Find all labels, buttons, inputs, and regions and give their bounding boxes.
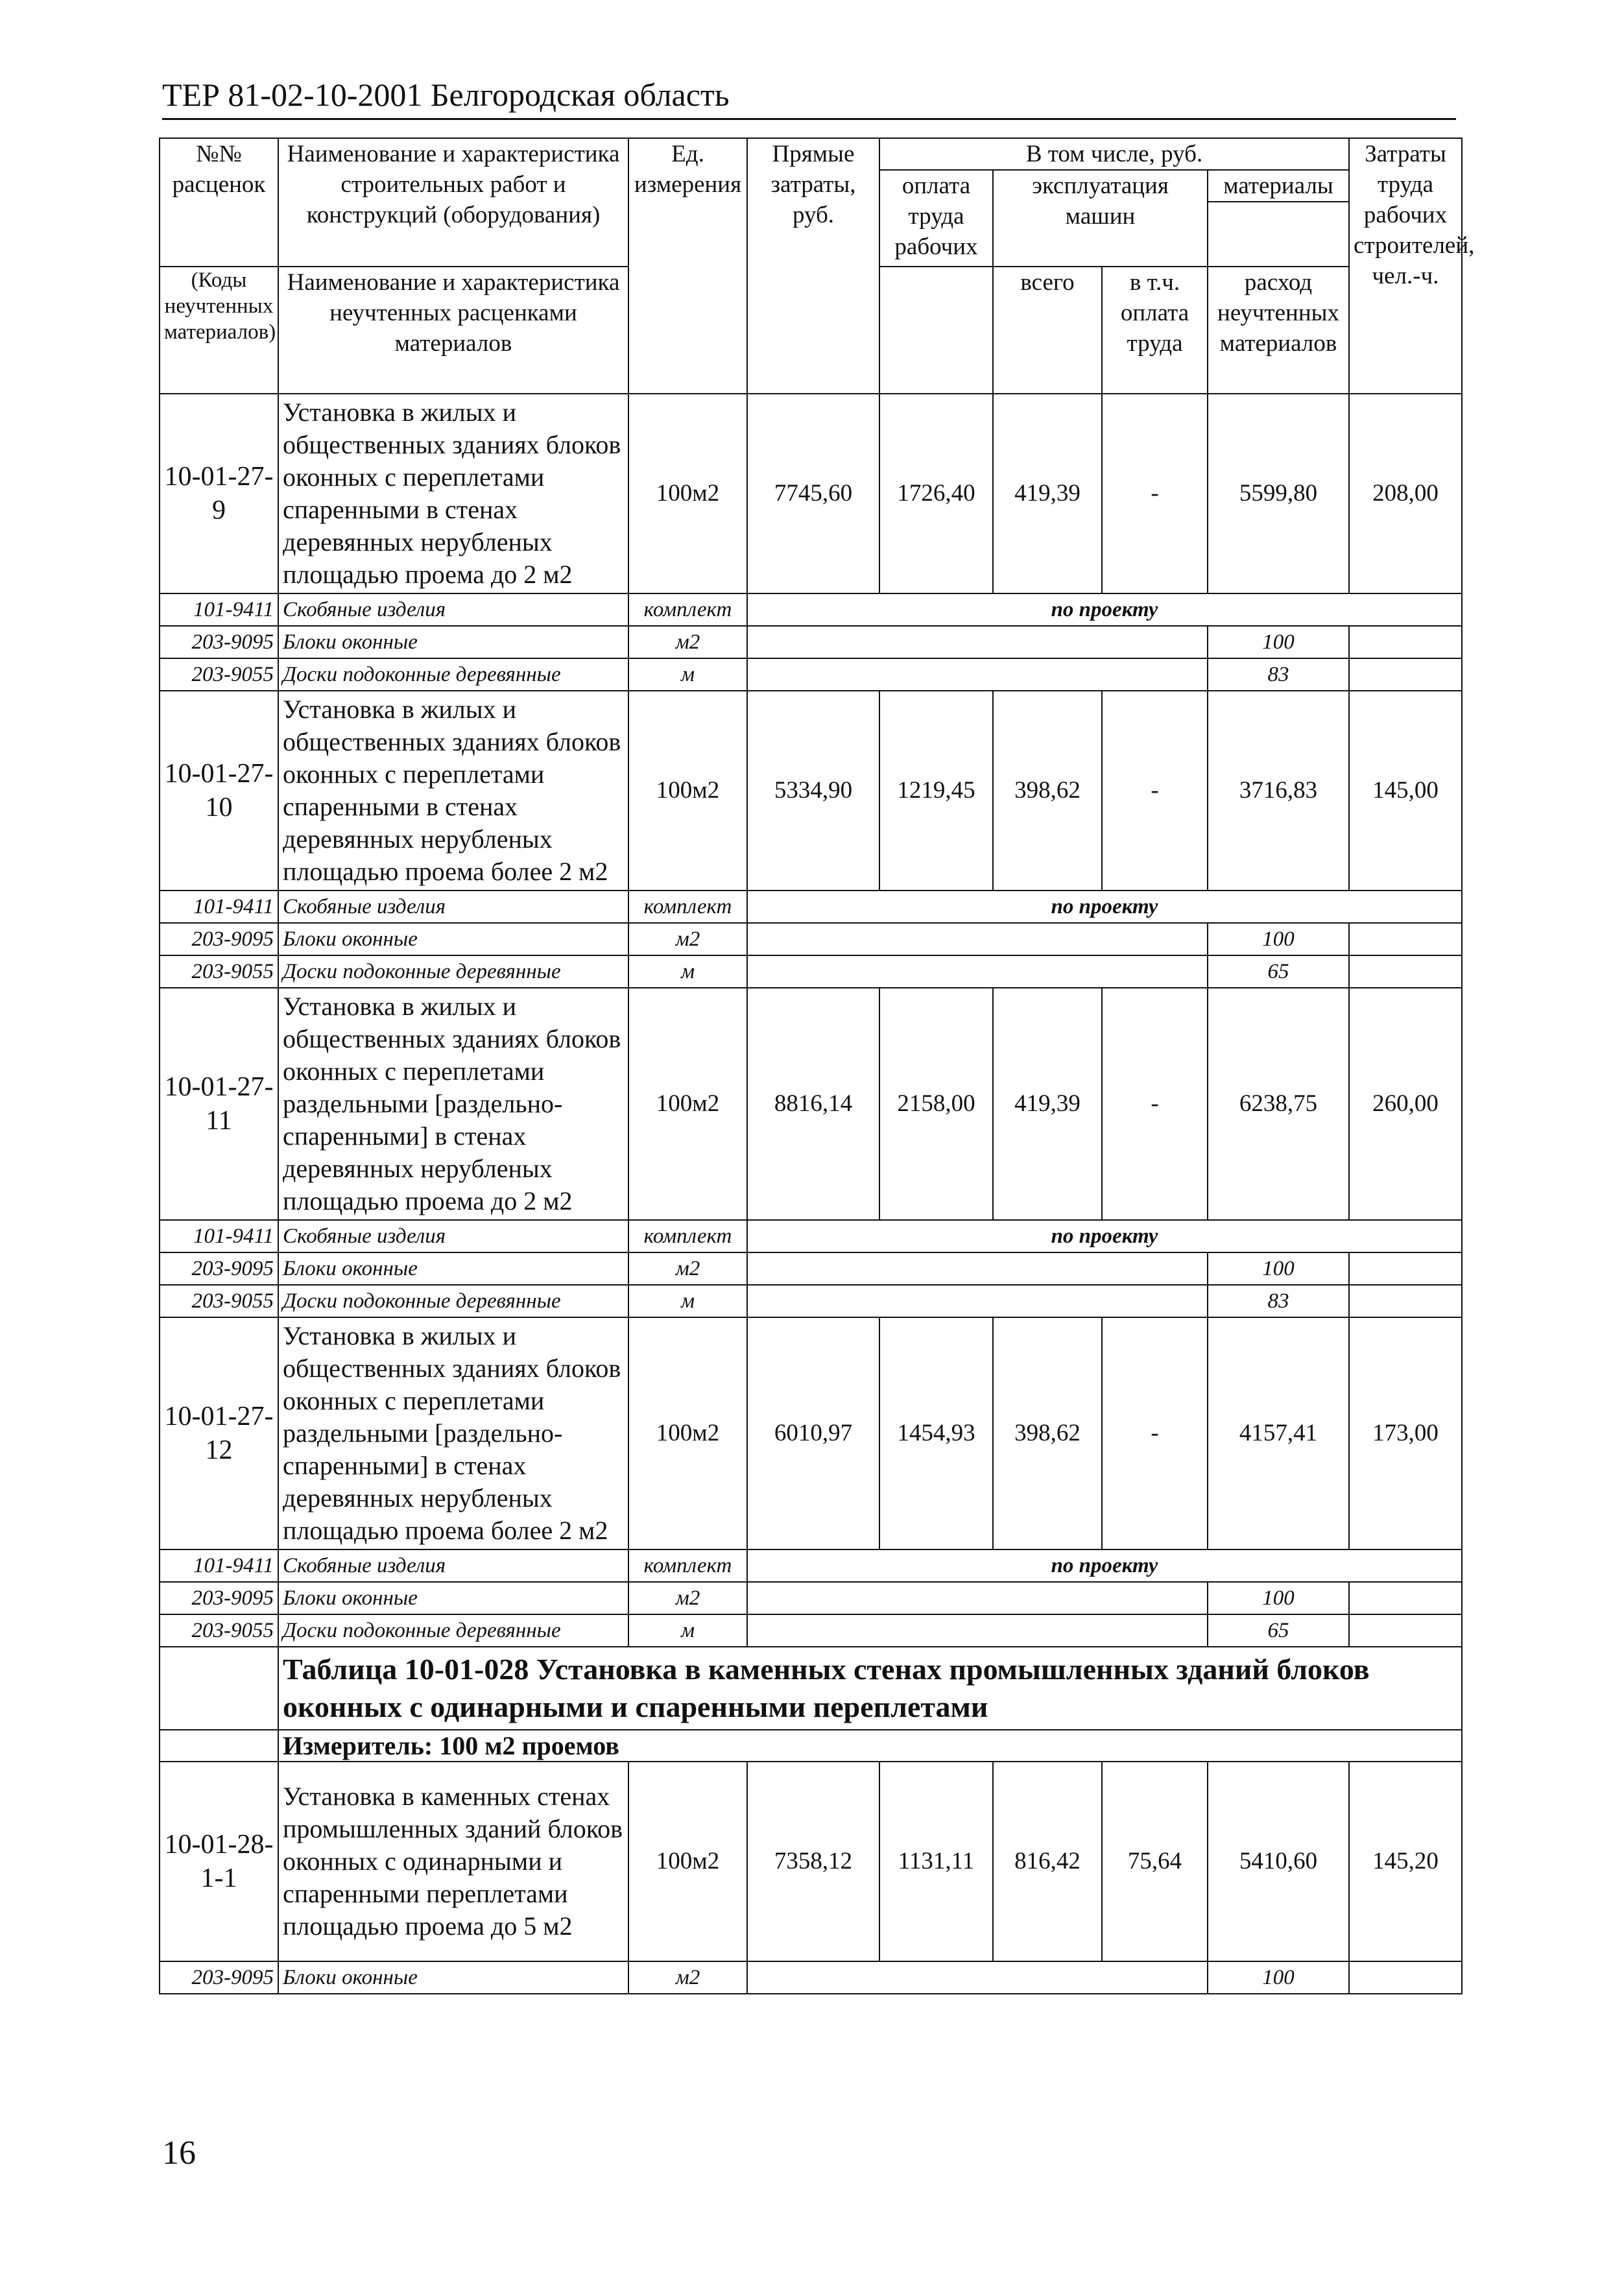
- material-unit: м: [628, 955, 747, 988]
- material-row: [160, 1549, 1462, 1582]
- rate-direct-cost: 6010,97: [747, 1317, 879, 1549]
- rate-unit: 100м2: [628, 1762, 747, 1961]
- rate-direct-cost: 7358,12: [747, 1762, 879, 1961]
- material-empty-cell: [1349, 658, 1462, 691]
- material-code: 203-9095: [160, 923, 278, 955]
- rate-labor-hours: 260,00: [1349, 988, 1462, 1220]
- material-empty-cell: [1349, 1961, 1462, 1994]
- material-name: Блоки оконные: [278, 626, 628, 658]
- rate-description: Установка в каменных стенах промышленных зданий блоков оконных с одинарными и спаренными переплетами площадью проема до 5 м2: [278, 1762, 628, 1961]
- material-consumption: 100: [1208, 1582, 1349, 1614]
- rate-code: 10-01-27-9: [160, 394, 278, 593]
- head-machines: эксплуатация машин: [993, 170, 1208, 267]
- rate-labor-hours: 208,00: [1349, 394, 1462, 593]
- material-empty-cell: [747, 1961, 1208, 1994]
- rate-labor-hours: 145,20: [1349, 1762, 1462, 1961]
- material-code: 203-9055: [160, 658, 278, 691]
- rate-labor-hours: 145,00: [1349, 691, 1462, 891]
- section-title-row: [160, 1647, 1462, 1730]
- material-empty-cell: [1349, 923, 1462, 955]
- material-row: [160, 1614, 1462, 1647]
- material-code: 101-9411: [160, 1220, 278, 1252]
- material-name: Блоки оконные: [278, 923, 628, 955]
- material-consumption: 65: [1208, 955, 1349, 988]
- material-row: [160, 626, 1462, 658]
- rates-table-body: [160, 138, 1475, 1994]
- material-unit: м2: [628, 1961, 747, 1994]
- page-number: 16: [162, 2135, 196, 2171]
- rate-row: [160, 394, 1462, 593]
- material-name: Доски подоконные деревянные: [278, 1614, 628, 1647]
- material-row: [160, 658, 1462, 691]
- material-row: [160, 891, 1462, 923]
- material-consumption: по проекту: [747, 1549, 1462, 1582]
- rate-materials: 5410,60: [1208, 1762, 1349, 1961]
- page-header: [162, 70, 1456, 122]
- material-name: Скобяные изделия: [278, 1220, 628, 1252]
- head-materials-empty: [1208, 202, 1349, 267]
- head-code: №№ расценок: [160, 138, 278, 267]
- section-title-empty: [160, 1647, 278, 1730]
- head-labor-pay: оплата труда рабочих: [879, 170, 993, 267]
- rate-machines: 816,42: [993, 1762, 1102, 1961]
- head-direct: Прямые затраты, руб.: [747, 138, 879, 394]
- rate-description: Установка в жилых и общественных зданиях блоков оконных с переплетами спаренными в стенах деревянных нерубленых площадью проема до 2 м2: [278, 394, 628, 593]
- material-unit: комплект: [628, 1220, 747, 1252]
- material-unit: м: [628, 1614, 747, 1647]
- material-row: [160, 593, 1462, 626]
- rate-code: 10-01-28-1-1: [160, 1762, 278, 1961]
- rate-machines: 398,62: [993, 691, 1102, 891]
- material-name: Блоки оконные: [278, 1252, 628, 1285]
- rate-machines-pay: 75,64: [1102, 1762, 1208, 1961]
- rate-labor-pay: 2158,00: [879, 988, 993, 1220]
- rate-direct-cost: 8816,14: [747, 988, 879, 1220]
- rate-row: [160, 691, 1462, 891]
- material-unit: м2: [628, 626, 747, 658]
- material-empty-cell: [747, 955, 1208, 988]
- head-incl-pay: в т.ч. оплата труда: [1102, 267, 1208, 394]
- material-empty-cell: [1349, 1582, 1462, 1614]
- material-unit: м2: [628, 1582, 747, 1614]
- rate-unit: 100м2: [628, 1317, 747, 1549]
- material-empty-cell: [747, 1614, 1208, 1647]
- material-empty-cell: [747, 626, 1208, 658]
- rate-machines: 398,62: [993, 1317, 1102, 1549]
- material-row: [160, 1285, 1462, 1317]
- material-consumption: 100: [1208, 923, 1349, 955]
- material-consumption: 100: [1208, 1252, 1349, 1285]
- material-empty-cell: [1349, 626, 1462, 658]
- section-measure: Измеритель: 100 м2 проемов: [278, 1730, 1462, 1762]
- head-incl: В том числе, руб.: [879, 138, 1349, 170]
- material-name: Доски подоконные деревянные: [278, 1285, 628, 1317]
- material-empty-cell: [747, 658, 1208, 691]
- rate-labor-pay: 1454,93: [879, 1317, 993, 1549]
- rate-machines: 419,39: [993, 988, 1102, 1220]
- head-unit: Ед. измерения: [628, 138, 747, 394]
- head-code2: (Коды неучтенных материалов): [160, 267, 278, 394]
- material-consumption: по проекту: [747, 891, 1462, 923]
- head-total: всего: [993, 267, 1102, 394]
- rate-labor-pay: 1131,11: [879, 1762, 993, 1961]
- section-measure-row: [160, 1730, 1462, 1762]
- material-empty-cell: [1349, 1614, 1462, 1647]
- material-consumption: 83: [1208, 658, 1349, 691]
- rate-row: [160, 988, 1462, 1220]
- header-rule: [162, 118, 1456, 120]
- section-title: Таблица 10-01-028 Установка в каменных стенах промышленных зданий блоков оконных с одинарными и спаренными переплетами: [278, 1647, 1462, 1730]
- material-unit: м2: [628, 1252, 747, 1285]
- rate-description: Установка в жилых и общественных зданиях блоков оконных с переплетами раздельными [раздельно-спаренными] в стенах деревянных нерубленых площадью проема до 2 м2: [278, 988, 628, 1220]
- material-code: 101-9411: [160, 1549, 278, 1582]
- material-consumption: 100: [1208, 1961, 1349, 1994]
- material-consumption: 100: [1208, 626, 1349, 658]
- rate-machines-pay: -: [1102, 1317, 1208, 1549]
- rate-code: 10-01-27-11: [160, 988, 278, 1220]
- material-empty-cell: [747, 1252, 1208, 1285]
- material-empty-cell: [1349, 1252, 1462, 1285]
- material-code: 101-9411: [160, 891, 278, 923]
- rate-direct-cost: 7745,60: [747, 394, 879, 593]
- material-empty-cell: [747, 1582, 1208, 1614]
- material-name: Блоки оконные: [278, 1582, 628, 1614]
- material-unit: м2: [628, 923, 747, 955]
- material-row: [160, 1582, 1462, 1614]
- material-code: 203-9095: [160, 1961, 278, 1994]
- document-title: ТЕР 81-02-10-2001 Белгородская область: [162, 77, 730, 113]
- rate-machines-pay: -: [1102, 394, 1208, 593]
- rate-unit: 100м2: [628, 988, 747, 1220]
- rate-materials: 4157,41: [1208, 1317, 1349, 1549]
- rate-unit: 100м2: [628, 394, 747, 593]
- head-labor: Затраты труда рабочих строителей, чел.-ч.: [1349, 138, 1462, 394]
- rate-machines-pay: -: [1102, 691, 1208, 891]
- material-name: Доски подоконные деревянные: [278, 955, 628, 988]
- rate-labor-pay: 1219,45: [879, 691, 993, 891]
- material-row: [160, 955, 1462, 988]
- head-labor-pay-empty: [879, 267, 993, 394]
- rate-code: 10-01-27-10: [160, 691, 278, 891]
- head-materials: материалы: [1208, 170, 1349, 202]
- material-unit: м: [628, 1285, 747, 1317]
- material-name: Скобяные изделия: [278, 593, 628, 626]
- material-unit: м: [628, 658, 747, 691]
- material-code: 203-9095: [160, 1252, 278, 1285]
- head-consumption: расход неучтенных материалов: [1208, 267, 1349, 394]
- rate-labor-pay: 1726,40: [879, 394, 993, 593]
- material-row: [160, 1961, 1462, 1994]
- rate-materials: 5599,80: [1208, 394, 1349, 593]
- rate-row: [160, 1762, 1462, 1961]
- rate-materials: 3716,83: [1208, 691, 1349, 891]
- rate-direct-cost: 5334,90: [747, 691, 879, 891]
- material-consumption: по проекту: [747, 1220, 1462, 1252]
- rates-table: [159, 138, 1475, 1994]
- material-consumption: по проекту: [747, 593, 1462, 626]
- material-code: 203-9055: [160, 1285, 278, 1317]
- head-name2: Наименование и характеристика неучтенных расценками материалов: [278, 267, 628, 394]
- material-unit: комплект: [628, 593, 747, 626]
- rate-labor-hours: 173,00: [1349, 1317, 1462, 1549]
- rate-machines: 419,39: [993, 394, 1102, 593]
- section-measure-empty: [160, 1730, 278, 1762]
- material-empty-cell: [1349, 955, 1462, 988]
- material-empty-cell: [1349, 1285, 1462, 1317]
- rate-description: Установка в жилых и общественных зданиях блоков оконных с переплетами спаренными в стенах деревянных нерубленых площадью проема более 2 м2: [278, 691, 628, 891]
- head-name: Наименование и характеристика строительных работ и конструкций (оборудования): [278, 138, 628, 267]
- material-unit: комплект: [628, 1549, 747, 1582]
- rate-machines-pay: -: [1102, 988, 1208, 1220]
- material-name: Скобяные изделия: [278, 891, 628, 923]
- material-row: [160, 1252, 1462, 1285]
- material-name: Блоки оконные: [278, 1961, 628, 1994]
- material-name: Доски подоконные деревянные: [278, 658, 628, 691]
- material-name: Скобяные изделия: [278, 1549, 628, 1582]
- material-row: [160, 923, 1462, 955]
- material-code: 203-9095: [160, 626, 278, 658]
- material-row: [160, 1220, 1462, 1252]
- material-code: 203-9095: [160, 1582, 278, 1614]
- rate-materials: 6238,75: [1208, 988, 1349, 1220]
- material-code: 203-9055: [160, 955, 278, 988]
- rate-code: 10-01-27-12: [160, 1317, 278, 1549]
- material-consumption: 83: [1208, 1285, 1349, 1317]
- material-code: 203-9055: [160, 1614, 278, 1647]
- rate-description: Установка в жилых и общественных зданиях блоков оконных с переплетами раздельными [раздельно-спаренными] в стенах деревянных нерубленых площадью проема более 2 м2: [278, 1317, 628, 1549]
- material-code: 101-9411: [160, 593, 278, 626]
- rate-unit: 100м2: [628, 691, 747, 891]
- material-empty-cell: [747, 923, 1208, 955]
- material-empty-cell: [747, 1285, 1208, 1317]
- material-unit: комплект: [628, 891, 747, 923]
- material-consumption: 65: [1208, 1614, 1349, 1647]
- rate-row: [160, 1317, 1462, 1549]
